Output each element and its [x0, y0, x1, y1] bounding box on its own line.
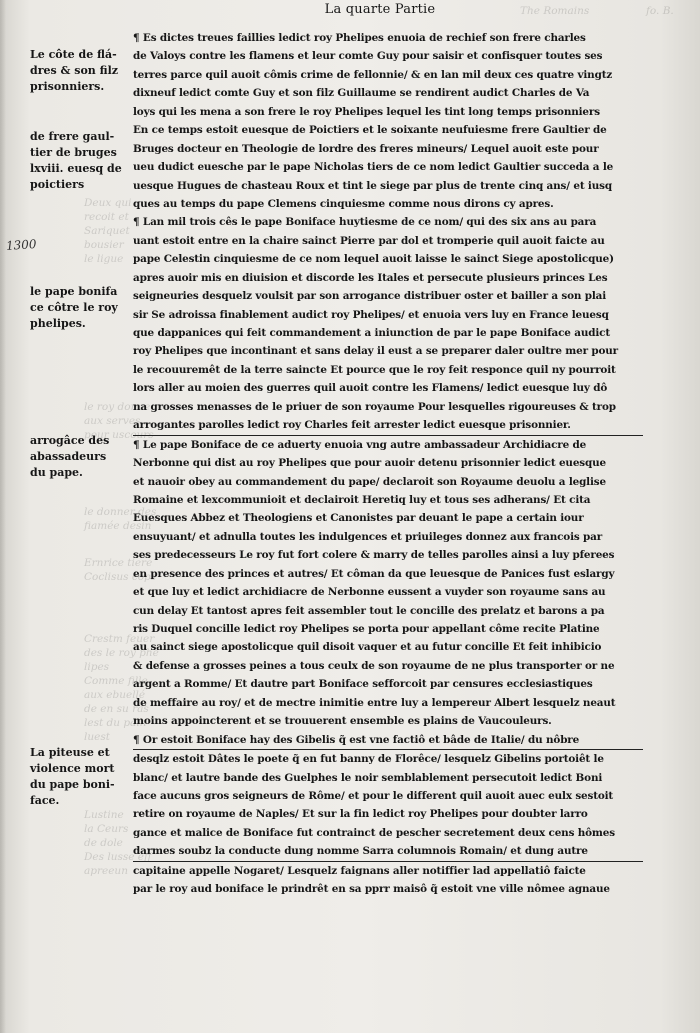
running-head: La quarte Partie — [324, 2, 436, 17]
text-line: loys qui les mena a son frere le roy Phelipes lequel les tint long temps prisonniers — [133, 105, 600, 118]
bleed-through: The Romains fo. B. — [520, 5, 674, 17]
text-line: ueu dudict euesche par le pape Nicholas tiers de ce nom ledict Gaultier succeda a le — [133, 161, 614, 174]
text-line: gance et malice de Boniface fut contrainct de pescher secretement deux cens hômes — [133, 826, 615, 839]
text-line: retire on royaume de Naples/ Et sur la fin ledict roy Phelipes pour doubter larro — [133, 808, 588, 821]
text-line: de Valoys contre les flamens et leur comte Guy pour saisir et confisquer toutes ses — [133, 50, 603, 63]
bleed-through: Lustine la Ceurs de dole Des lusse eff apreeun — [84, 809, 152, 877]
bleed-through: Ernrice tiere Coclisus cops — [84, 557, 157, 583]
text-line: roy Phelipes que incontinant et sans delay il eust a se preparer daler oultre mer pour — [133, 345, 618, 358]
text-line: ¶ Or estoit Boniface hay des Gibelis q̃ est vne factiô et bâde de Italie/ du nôbre — [133, 731, 643, 750]
text-line: le recouuremêt de la terre saincte Et pource que le roy feit responce quil ny pourroit — [133, 363, 616, 376]
text-line: seigneuries desquelz voulsit par son arrogance distribuer oster et bailler a son plai — [133, 290, 607, 303]
text-line: moins appoincterent et se trouuerent ensemble es plains de Vaucouleurs. — [133, 715, 552, 728]
text-line: ris Duquel concille ledict roy Phelipes se porta pour appellant côme recite Platine — [133, 623, 600, 635]
text-line: darmes soubz la conducte dung nomme Sarra columnois Romain/ et dung autre — [133, 842, 643, 861]
page-gutter-shadow — [0, 0, 6, 1033]
text-line: de meffaire au roy/ et de mectre inimitie entre luy a lempereur Albert lesquelz neaut — [133, 696, 616, 709]
margin-note-boniface: le pape bonifa ce côtre le roy phelipes. — [30, 285, 118, 330]
paragraph-3 — [133, 436, 643, 731]
text-line: sir Se adroissa finablement audict roy Phelipes/ et enuoia vers luy en France leuesq — [133, 308, 609, 321]
text-line: capitaine appelle Nogaret/ Lesquelz faignans aller notiffier lad appellatiô faicte — [133, 864, 586, 877]
text-line: Romaine et lexcommunioit et declairoit Heretiq luy et tous ses adherans/ Et cita — [133, 493, 591, 506]
text-line: Euesques Abbez et Theologiens et Canonistes par deuant le pape a certain iour — [133, 512, 584, 525]
text-line: En ce temps estoit euesque de Poictiers et le soixante neufuiesme frere Gaultier de — [133, 124, 607, 137]
margin-numeral: 1300 — [5, 236, 37, 254]
text-line: que dappanices qui feit commandement a iniunction de par le pape Boniface audict — [133, 327, 610, 339]
text-line: argent a Romme/ Et dautre part Boniface sefforcoit par censures ecclesiastiques — [133, 678, 593, 691]
text-line: terres parce quil auoit cômis crime de fellonnie/ & en lan mil deux ces quatre vingtz — [133, 68, 613, 81]
text-line: face aucuns gros seigneurs de Rôme/ et pour le different quil auoit auec eulx sestoit — [133, 789, 614, 802]
text-line: na grosses menasses de le priuer de son royaume Pour lesquelles rigoureuses & trop — [133, 400, 616, 413]
text-line: ¶ Lan mil trois cês le pape Boniface huytiesme de ce nom/ qui des six ans au para — [133, 216, 597, 229]
bleed-through: le roy donne aux serves pour uscours — [84, 401, 154, 441]
text-line: pape Celestin cinquiesme de ce nom lequel auoit laisse le sainct Siege apostolicque) — [133, 253, 614, 266]
text-line: desqlz estoit Dâtes le poete q̃ en fut banny de Florêce/ lesquelz Gibelins portoiêt le — [133, 753, 604, 766]
text-line: blanc/ et lautre bande des Guelphes le noir semblablement persecutoit ledict Boni — [133, 771, 603, 784]
text-line: dixneuf ledict comte Guy et son filz Guillaume se rendirent audict Charles de Va — [133, 87, 590, 100]
text-line: uant estoit entre en la chaire sainct Pierre par dol et tromperie quil auoit faicte au — [133, 234, 605, 247]
bleed-through: le donner des fiamée desin — [84, 506, 157, 532]
margin-note-ambassadors: arrogâce des abassadeurs du pape. — [30, 434, 110, 479]
text-line: uesque Hugues de chasteau Roux et tint le siege par plus de trente cinq ans/ et iusq — [133, 179, 612, 192]
text-line: ¶ Le pape Boniface de ce aduerty enuoia vng autre ambassadeur Archidiacre de — [133, 438, 587, 451]
text-line: et nauoir obey au commandement du pape/ declaroit son Royaume deuolu a leglise — [133, 475, 606, 488]
bleed-through: Deux qui recoit et Sariquet bousier le ligue — [84, 197, 132, 265]
paragraph-4 — [133, 731, 643, 899]
main-text-block — [133, 29, 643, 899]
text-line: et que luy et ledict archidiacre de Nerbonne eussent a vuyder son royaume sans au — [133, 586, 606, 599]
text-line: ques au temps du pape Clemens cinquiesme comme nous dirons cy apres. — [133, 197, 554, 210]
paragraph-2 — [133, 213, 643, 435]
paragraph-1 — [133, 29, 643, 213]
text-line: Bruges docteur en Theologie de lordre des freres mineurs/ Lequel auoit este pour — [133, 142, 599, 155]
text-line: ses predecesseurs Le roy fut fort colere & marry de telles parolles ainsi a luy pferees — [133, 549, 615, 562]
text-line: cun delay Et tantost apres feit assembler tout le concille des prelatz et barons a pa — [133, 604, 605, 617]
margin-note-death-boniface: La piteuse et violence mort du pape boni- face. — [30, 746, 115, 807]
bleed-through: Crestm feuer des le roy phe lipes Comme fille aux ebuellé de en su ras lest du pain luest — [84, 633, 159, 743]
text-line: lors aller au moien des guerres quil auoit contre les Flamens/ ledict euesque luy dô — [133, 382, 608, 395]
margin-note-gaultier: de frere gaul- tier de bruges lxviii. euesq de poictiers — [30, 130, 122, 191]
text-line: par le roy aud boniface le prindrêt en sa pprr maisô q̃ estoit vne ville nômee agnaue — [133, 883, 610, 896]
text-line: au sainct siege apostolicque quil disoit vaquer et au futur concille Et feit inhibicio — [133, 641, 602, 654]
text-line: ¶ Es dictes treues faillies ledict roy Phelipes enuoia de rechief son frere charles — [133, 32, 586, 44]
text-line: Nerbonne qui dist au roy Phelipes que pour auoir detenu prisonnier ledict euesque — [133, 457, 606, 470]
text-line: ensuyuant/ et adnulla toutes les indulgences et priuileges donnez aux francois par — [133, 530, 603, 543]
margin-note-count-flanders: Le côte de flá- dres & son filz prisonniers. — [30, 48, 119, 93]
text-line: apres auoir mis en diuision et discorde les Itales et persecute plusieurs princes Les — [133, 271, 608, 284]
text-line: en presence des princes et autres/ Et côman da que leuesque de Panices fust eslargy — [133, 567, 615, 580]
text-line: & defense a grosses peines a tous ceulx de son royaume de ne plus transporter or ne — [133, 659, 615, 672]
text-line: arrogantes parolles ledict roy Charles feit arrester ledict euesque prisonnier. — [133, 416, 643, 435]
